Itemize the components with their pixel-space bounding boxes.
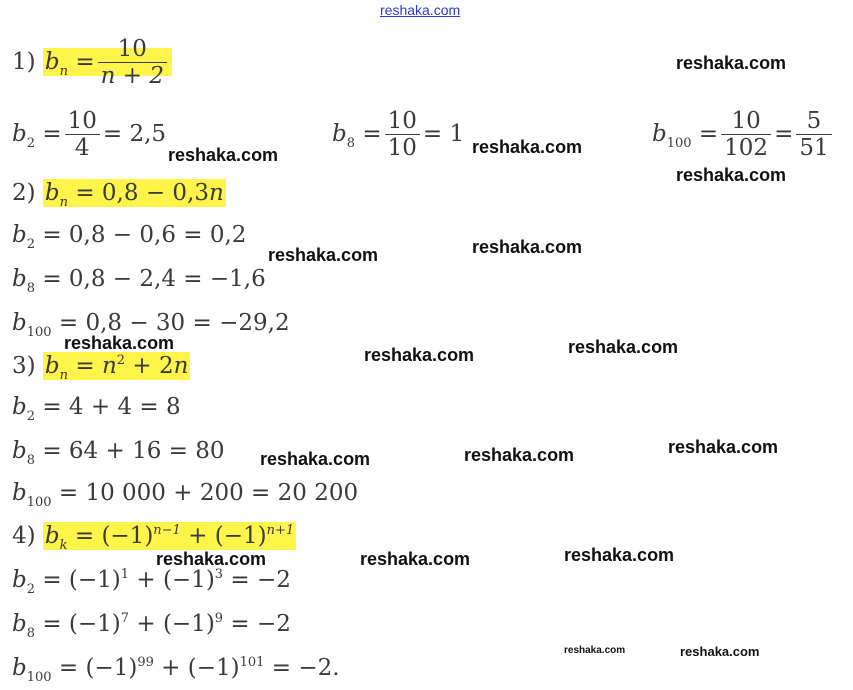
problem-2-b2: $b_2 = 0,8 - 0,6 = 0,2$ [12,222,247,252]
problem-4-b8: $b_8 = (-1)^7 + (-1)^9 = -2$ [12,611,291,641]
problem-1-b2: $b_2$ = $\frac{10}{4}$ = 2,5 [12,108,167,162]
watermark: reshaka.com [676,165,787,185]
watermark: reshaka.com [64,333,175,353]
watermark: reshaka.com [564,545,675,565]
problem-3-b8: $b_8 = 64 + 16 = 80$ [12,438,225,468]
problem-3-formula: 3) $b_n = n^2 + 2n$ [12,353,189,383]
watermark: reshaka.com [364,345,475,365]
highlighted-formula: $b_n = n^2 + 2n$ [44,353,189,383]
watermark: reshaka.com [472,137,583,157]
watermark: reshaka.com [168,145,279,165]
highlighted-formula: $b_n$ = $\frac{10}{n + 2}$ [43,48,172,76]
problem-3-b100: $b_{100} = 10$ 000 + 200 = 20 200 [12,480,359,510]
problem-4-b100: $b_{100} = (-1)^{99} + (-1)^{101} = -2$. [12,655,340,685]
problem-1-b8: $b_8$ = $\frac{10}{10}$ = 1 [332,108,465,162]
watermark: reshaka.com [360,549,471,569]
watermark: reshaka.com [564,645,626,656]
problem-2-b8: $b_8 = 0,8 - 2,4 = -1,6$ [12,266,266,296]
watermark: reshaka.com [472,237,583,257]
highlighted-formula: $b_n = 0,8 - 0,3n$ [44,180,224,210]
watermark: reshaka.com [260,449,371,469]
problem-number: 1) [12,48,36,75]
problem-3-b2: $b_2 = 4 + 4 = 8$ [12,394,181,424]
watermark: reshaka.com [680,644,760,659]
problem-4-b2: $b_2 = (-1)^1 + (-1)^3 = -2$ [12,567,291,597]
watermark: reshaka.com [268,245,379,265]
problem-4-formula: 4) $b_k = (-1)^{n-1} + (-1)^{n+1}$ [12,523,295,553]
problem-1-b100: $b_{100}$ = $\frac{10}{102}$ = $\frac{5}{51}$ [652,108,835,162]
problem-2-formula: 2) $b_n = 0,8 - 0,3n$ [12,180,224,210]
watermark: reshaka.com [676,53,787,73]
problem-2-b100: $b_{100} = 0,8 - 30 = -29,2$ [12,310,290,340]
watermark: reshaka.com [156,549,267,569]
highlighted-formula: $b_k = (-1)^{n-1} + (-1)^{n+1}$ [44,523,295,553]
watermark: reshaka.com [464,445,575,465]
watermark: reshaka.com [668,437,779,457]
watermark: reshaka.com [568,337,679,357]
problem-1-formula [12,36,172,90]
site-link[interactable]: reshaka.com [380,2,461,18]
